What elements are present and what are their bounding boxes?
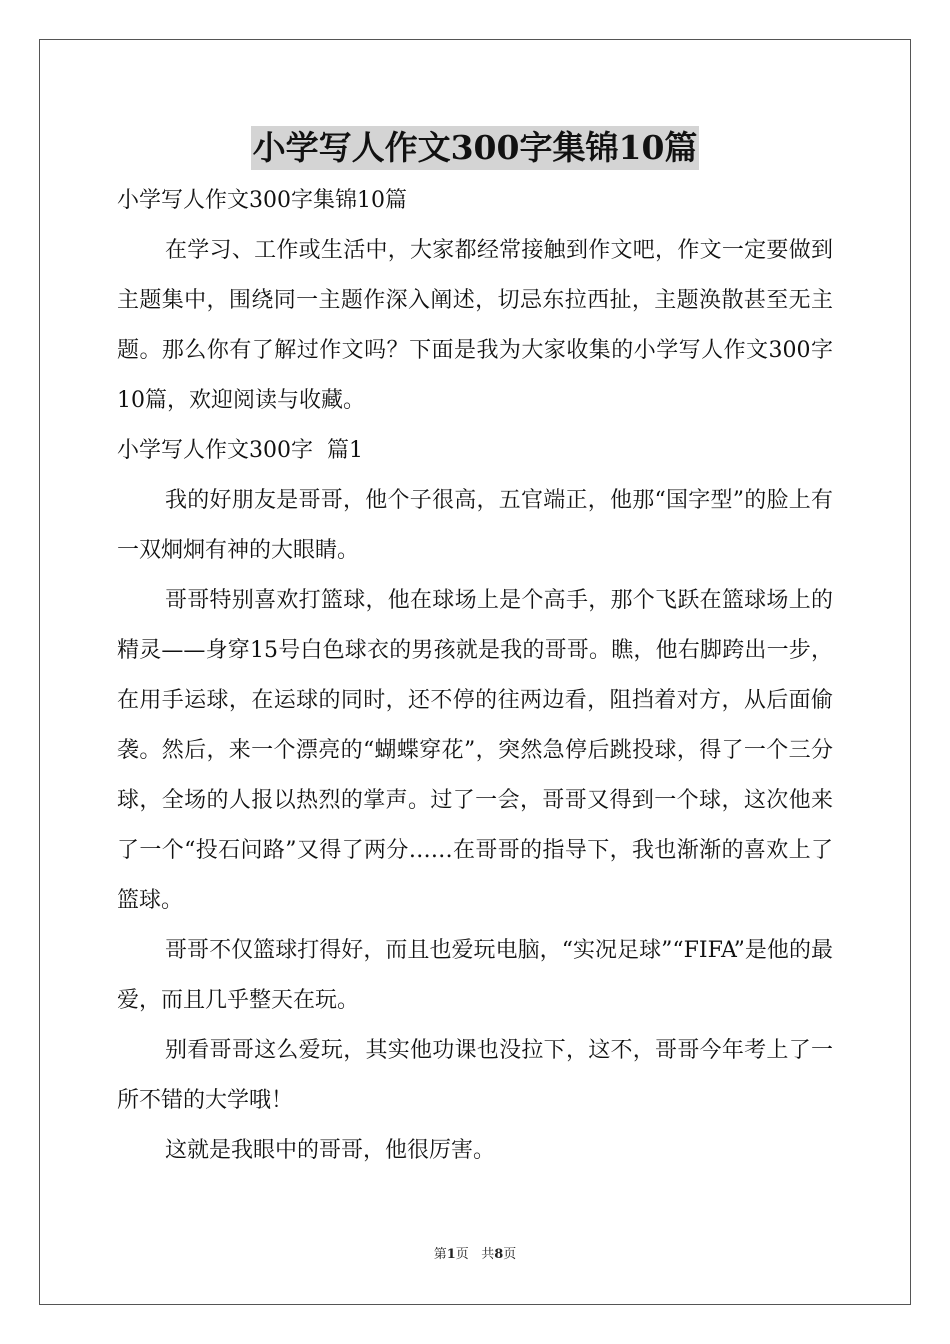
paragraph: 哥哥特别喜欢打篮球，他在球场上是个高手，那个飞跃在篮球场上的精灵——身穿15号白色球衣的男孩就是我的哥哥。瞧，他右脚跨出一步，在用手运球，在运球的同时，还不停的往两边看，阻挡着对方，从后面偷袭。然后，来一个漂亮的“蝴蝶穿花”，突然急停后跳投球，得了一个三分球，全场的人报以热烈的掌声。过了一会，哥哥又得到一个球，这次他来了一个“投石问路”又得了两分……在哥哥的指导下，我也渐渐的喜欢上了篮球。 — [117, 588, 833, 913]
document-title: 小学写人作文300字集锦10篇 — [251, 126, 700, 170]
page-total: 8 — [494, 1247, 504, 1262]
page-current: 1 — [446, 1247, 456, 1262]
paragraph: 小学写人作文300字集锦10篇 — [117, 188, 407, 213]
paragraph: 我的好朋友是哥哥，他个子很高，五官端正，他那“国字型”的脸上有一双炯炯有神的大眼睛。 — [117, 488, 833, 563]
page-footer — [0, 1246, 950, 1264]
document-body — [117, 176, 833, 1176]
paragraph: 这就是我眼中的哥哥，他很厉害。 — [165, 1138, 496, 1163]
paragraph: 哥哥不仅篮球打得好，而且也爱玩电脑，“实况足球”“FIFA”是他的最爱，而且几乎整天在玩。 — [117, 938, 833, 1013]
total-suffix: 页 — [503, 1247, 517, 1262]
paragraph: 别看哥哥这么爱玩，其实他功课也没拉下，这不，哥哥今年考上了一所不错的大学哦！ — [117, 1038, 833, 1113]
total-prefix: 共 — [481, 1247, 495, 1262]
page-prefix: 第 — [433, 1247, 447, 1262]
paragraph: 在学习、工作或生活中，大家都经常接触到作文吧，作文一定要做到主题集中，围绕同一主题作深入阐述，切忌东拉西扯，主题涣散甚至无主题。那么你有了解过作文吗？下面是我为大家收集的小学写人作文300字10篇，欢迎阅读与收藏。 — [117, 238, 833, 413]
section-heading: 小学写人作文300字 篇1 — [117, 438, 363, 463]
title-container — [0, 126, 950, 170]
page-suffix: 页 — [455, 1247, 469, 1262]
